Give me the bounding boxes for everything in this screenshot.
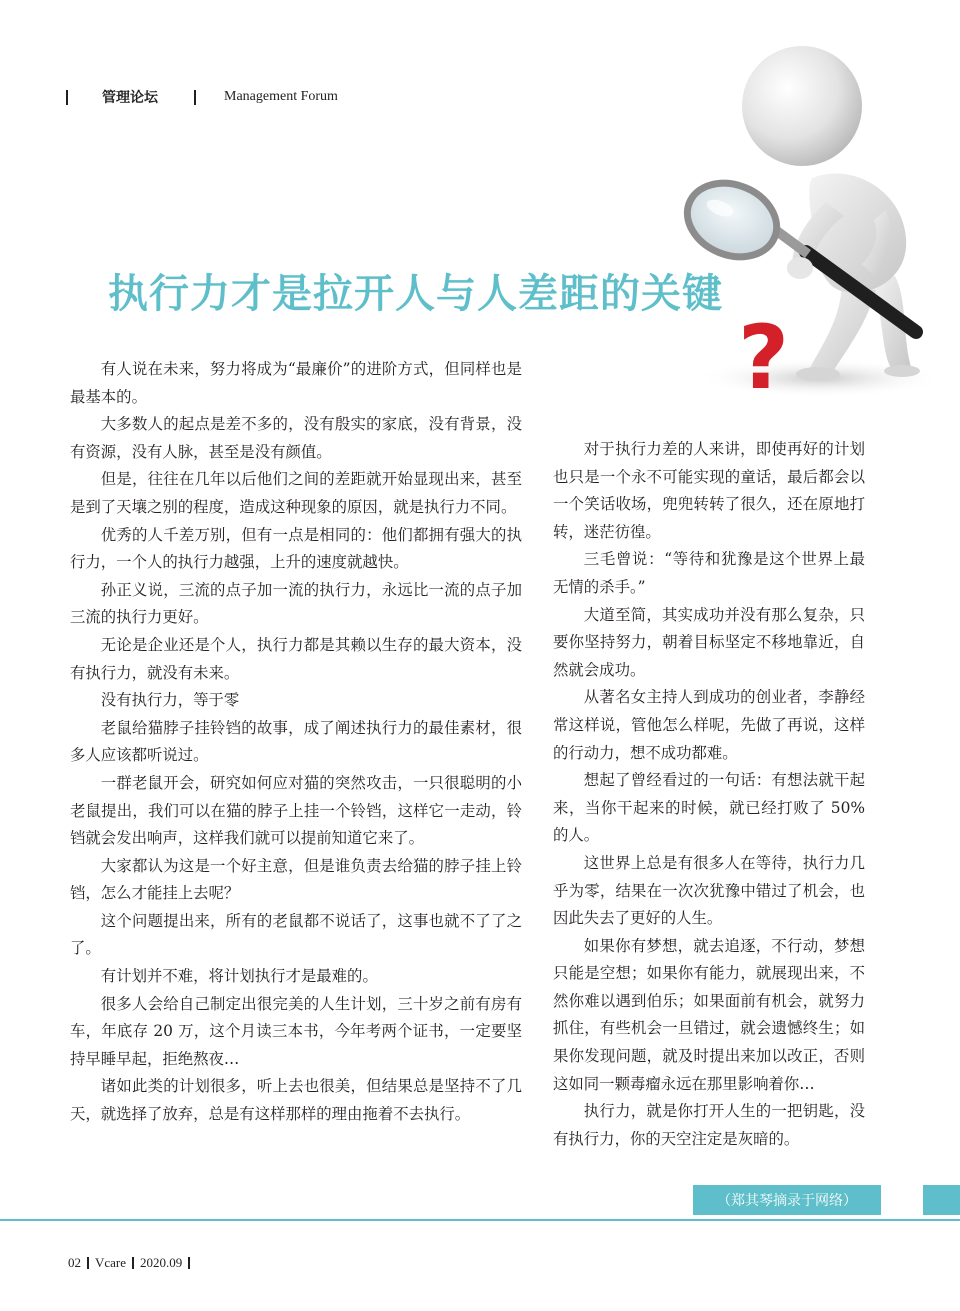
figure-foot-front bbox=[796, 367, 840, 381]
magnifying-figure-illustration bbox=[680, 40, 950, 410]
article-paragraph: 但是，往往在几年以后他们之间的差距就开始显现出来，甚至是到了天壤之别的程度，造成这种现象的原因，就是执行力不同。 bbox=[70, 470, 522, 516]
footer-rule bbox=[0, 1219, 960, 1221]
footer-divider bbox=[87, 1257, 89, 1269]
figure-foot-back bbox=[884, 365, 920, 377]
source-credit: （郑其琴摘录于网络） bbox=[693, 1185, 881, 1215]
article-paragraph: 无论是企业还是个人，执行力都是其赖以生存的最大资本，没有执行力，就没有未来。 bbox=[70, 635, 522, 682]
article-paragraph: 想起了曾经看过的一句话：有想法就干起来，当你干起来的时候，就已经打败了 50% 的人。 bbox=[553, 771, 865, 845]
page-number: 02 bbox=[68, 1255, 81, 1270]
footer-divider bbox=[132, 1257, 134, 1269]
article-paragraph: 没有执行力，等于零 bbox=[100, 691, 240, 710]
page-footer bbox=[68, 1254, 196, 1272]
article-paragraph: 老鼠给猫脖子挂铃铛的故事，成了阐述执行力的最佳素材，很多人应该都听说过。 bbox=[70, 718, 522, 765]
magazine-name: Vcare bbox=[95, 1255, 127, 1270]
figure-head bbox=[742, 46, 862, 166]
question-mark-icon: ? bbox=[738, 306, 790, 409]
section-name-cn: 管理论坛 bbox=[102, 90, 158, 106]
article-paragraph: 这个问题提出来，所有的老鼠都不说话了，这事也就不了了之了。 bbox=[70, 911, 522, 958]
article-paragraph: 有计划并不难，将计划执行才是最难的。 bbox=[100, 967, 378, 986]
section-header bbox=[66, 86, 338, 108]
figure-hand bbox=[787, 257, 813, 279]
article-paragraph: 优秀的人千差万别，但有一点是相同的：他们都拥有强大的执行力，一个人的执行力越强，上升的速度就越快。 bbox=[70, 525, 522, 572]
section-name-en: Management Forum bbox=[224, 89, 338, 104]
article-column-left bbox=[70, 356, 522, 1129]
article-paragraph: 从著名女主持人到成功的创业者，李静经常这样说，管他怎么样呢，先做了再说，这样的行动力，想不成功都难。 bbox=[553, 688, 865, 762]
header-divider bbox=[194, 90, 196, 105]
article-paragraph: 有人说在未来，努力将成为“最廉价”的进阶方式，但同样也是最基本的。 bbox=[70, 360, 522, 406]
header-divider bbox=[66, 90, 68, 105]
issue-date: 2020.09 bbox=[140, 1255, 183, 1270]
footer-divider bbox=[188, 1257, 190, 1269]
article-paragraph: 很多人会给自己制定出很完美的人生计划，三十岁之前有房有车，年底存 20 万，这个月读三本书，今年考两个证书，一定要坚持早睡早起，拒绝熬夜… bbox=[70, 994, 522, 1068]
article-paragraph: 对于执行力差的人来讲，即使再好的计划也只是一个永不可能实现的童话，最后都会以一个笑话收场，兜兜转转了很久，还在原地打转，迷茫彷徨。 bbox=[553, 440, 865, 541]
article-column-right bbox=[553, 436, 865, 1153]
article-paragraph: 执行力，就是你打开人生的一把钥匙，没有执行力，你的天空注定是灰暗的。 bbox=[553, 1102, 865, 1148]
article-paragraph: 大多数人的起点是差不多的，没有殷实的家底，没有背景，没有资源，没有人脉，甚至是没有颜值。 bbox=[70, 415, 522, 461]
source-accent-block bbox=[923, 1185, 960, 1215]
article-paragraph: 三毛曾说：“等待和犹豫是这个世界上最无情的杀手。” bbox=[553, 550, 865, 596]
article-paragraph: 大道至简，其实成功并没有那么复杂，只要你坚持努力，朝着目标坚定不移地靠近，自然就会成功。 bbox=[553, 605, 865, 679]
article-paragraph: 这世界上总是有很多人在等待，执行力几乎为零，结果在一次次犹豫中错过了机会，也因此失去了更好的人生。 bbox=[553, 853, 865, 928]
article-paragraph: 如果你有梦想，就去追逐，不行动，梦想只能是空想；如果你有能力，就展现出来，不然你难以遇到伯乐；如果面前有机会，就努力抓住，有些机会一旦错过，就会遗憾终生；如果你发现问题，就及时提出来加以改正，否则这如同一颗毒瘤永远在那里影响着你… bbox=[553, 936, 865, 1093]
article-paragraph: 诸如此类的计划很多，听上去也很美，但结果总是坚持不了几天，就选择了放弃，总是有这样那样的理由拖着不去执行。 bbox=[70, 1077, 522, 1124]
article-paragraph: 大家都认为这是一个好主意，但是谁负责去给猫的脖子挂上铃铛，怎么才能挂上去呢？ bbox=[70, 856, 522, 903]
article-title: 执行力才是拉开人与人差距的关键 bbox=[108, 271, 723, 317]
article-paragraph: 孙正义说，三流的点子加一流的执行力，永远比一流的点子加三流的执行力更好。 bbox=[70, 580, 522, 627]
article-paragraph: 一群老鼠开会，研究如何应对猫的突然攻击，一只很聪明的小老鼠提出，我们可以在猫的脖子上挂一个铃铛，这样它一走动，铃铛就会发出响声，这样我们就可以提前知道它来了。 bbox=[70, 773, 522, 848]
magnifier-lens bbox=[680, 170, 788, 269]
